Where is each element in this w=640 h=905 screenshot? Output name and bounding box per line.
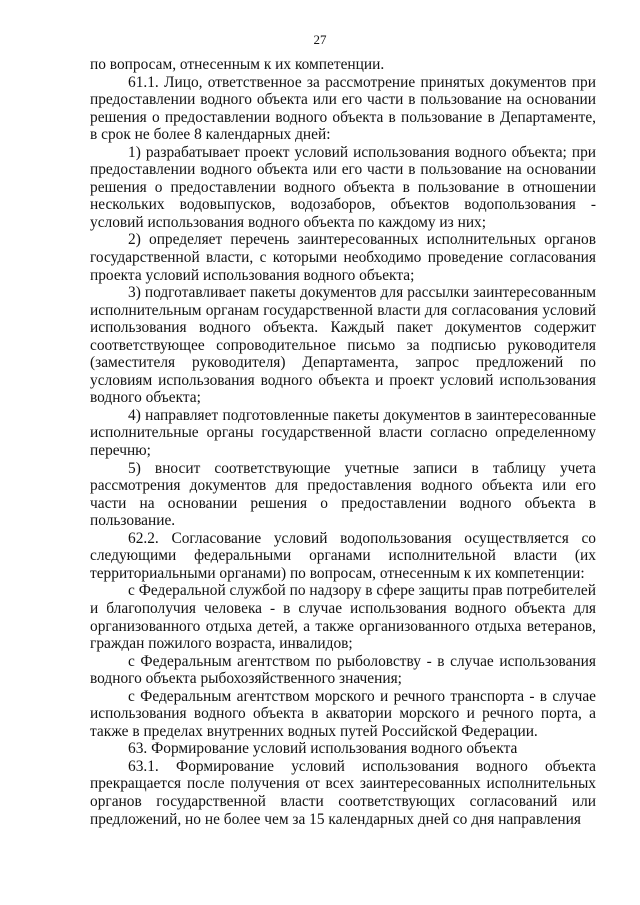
paragraph-item-1: 1) разрабатывает проект условий использования водного объекта; при предоставлении водного объекта или его части в пользование на основании решения о предоставлении водного объекта в пользование в отношении нескольких водовыпусков, водозаборов, объектов водопользования - условий использования водного объекта по каждому из них; <box>90 143 596 231</box>
paragraph-61-1: 61.1. Лицо, ответственное за рассмотрение принятых документов при предоставлении водного объекта или его части в пользование на основании решения о предоставлении водного объекта в пользование в Департаменте, в срок не более 8 календарных дней: <box>90 73 596 144</box>
paragraph-item-2: 2) определяет перечень заинтересованных исполнительных органов государственной власти, с которыми необходимо проведение согласования проекта условий использования водного объекта; <box>90 231 596 284</box>
paragraph-item-3: 3) подготавливает пакеты документов для рассылки заинтересованным исполнительным органам государственной власти для согласования условий использования водного объекта. Каждый пакет документов содержит соответствующее сопроводительное письмо за подписью руководителя (заместителя руководителя) Департамента, запрос предложений по условиям использования водного объекта и проект условий использования водного объекта; <box>90 284 596 407</box>
paragraph-rosmorrechflot: с Федеральным агентством морского и речного транспорта - в случае использования водного объекта в акватории морского и речного порта, а также в пределах внутренних водных путей Российской Федерации. <box>90 687 596 740</box>
page-number: 27 <box>313 32 327 47</box>
section-heading-63: 63. Формирование условий использования водного объекта <box>128 740 518 758</box>
paragraph-item-4: 4) направляет подготовленные пакеты документов в заинтересованные исполнительные органы государственной власти согласно определенному перечню; <box>90 406 596 460</box>
paragraph-62-2: 62.2. Согласование условий водопользования осуществляется со следующими федеральными органами исполнительной власти (их территориальными органами) по вопросам, отнесенным к их компетенции: <box>90 529 596 582</box>
paragraph-63-1: 63.1. Формирование условий использования водного объекта прекращается после получения от всех заинтересованных исполнительных органов государственной власти соответствующих согласований или предложений, но не более чем за 15 календарных дней со дня направления <box>90 757 596 828</box>
paragraph-rosrybolovstvo: с Федеральным агентством по рыболовству - в случае использования водного объекта рыбохозяйственного значения; <box>90 652 596 688</box>
document-body <box>90 56 596 828</box>
paragraph-continuation: по вопросам, отнесенным к их компетенции. <box>90 56 385 73</box>
paragraph-item-5: 5) вносит соответствующие учетные записи в таблицу учета рассмотрения документов для предоставления водного объекта или его части на основании решения о предоставлении водного объекта в пользование. <box>90 459 596 530</box>
paragraph-rospotrebnadzor: с Федеральной службой по надзору в сфере защиты прав потребителей и благополучия человека - в случае использования водного объекта для организованного отдыха детей, а также организованного отдыха ветеранов, граждан пожилого возраста, инвалидов; <box>90 582 596 653</box>
